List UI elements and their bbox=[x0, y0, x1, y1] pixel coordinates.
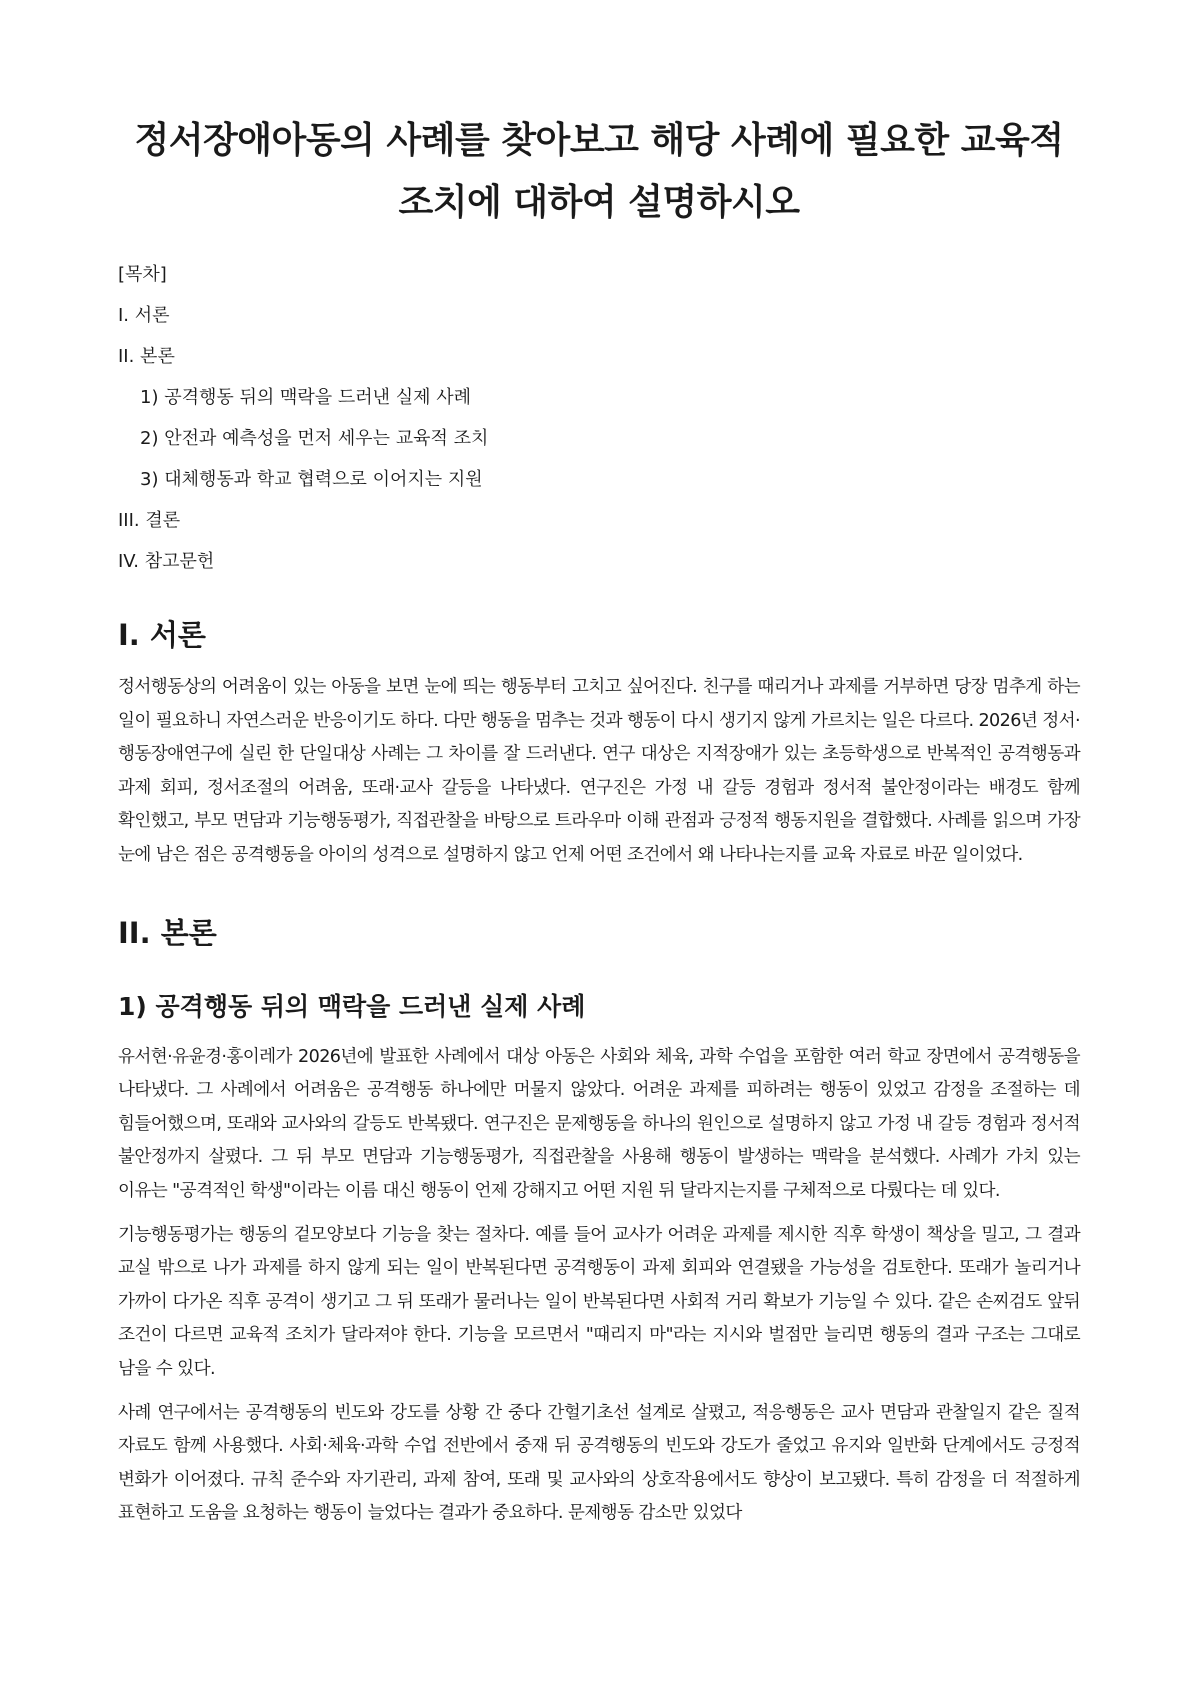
document-title: 정서장애아동의 사례를 찾아보고 해당 사례에 필요한 교육적 조치에 대하여 설명하시오 bbox=[134, 120, 1064, 223]
body-paragraph: 유서현·유윤경·홍이레가 2026년에 발표한 사례에서 대상 아동은 사회와 체육, 과학 수업을 포함한 여러 학교 장면에서 공격행동을 나타냈다. 그 사례에서 어려움은 공격행동 하나에만 머물지 않았다. 어려운 과제를 피하려는 행동이 있었고 감정을 조절하는 데 힘들어했으며, 또래와 교사와의 갈등도 반복됐다. 연구진은 문제행동을 하나의 원인으로 설명하지 않고 가정 내 갈등 경험과 정서적 불안정까지 살폈다. 그 뒤 부모 면담과 기능행동평가, 직접관찰을 사용해 행동이 발생하는 맥락을 분석했다. 사례가 가치 있는 이유는 "공격적인 학생"이라는 이름 대신 행동이 언제 강해지고 어떤 지원 뒤 달라지는지를 구체적으로 다뤘다는 데 있다. bbox=[118, 1046, 1080, 1201]
intro-paragraph: 정서행동상의 어려움이 있는 아동을 보면 눈에 띄는 행동부터 고치고 싶어진다. 친구를 때리거나 과제를 거부하면 당장 멈추게 하는 일이 필요하니 자연스러운 반응이기도 하다. 다만 행동을 멈추는 것과 행동이 다시 생기지 않게 가르치는 일은 다르다. 2026년 정서·행동장애연구에 실린 한 단일대상 사례는 그 차이를 잘 드러낸다. 연구 대상은 지적장애가 있는 초등학생으로 반복적인 공격행동과 과제 회피, 정서조절의 어려움, 또래·교사 갈등을 나타냈다. 연구진은 가정 내 갈등 경험과 정서적 불안정이라는 배경도 함께 확인했고, 부모 면담과 기능행동평가, 직접관찰을 바탕으로 트라우마 이해 관점과 긍정적 행동지원을 결합했다. 사례를 읽으며 가장 눈에 남은 점은 공격행동을 아이의 성격으로 설명하지 않고 언제 어떤 조건에서 왜 나타나는지를 교육 자료로 바꾼 일이었다. bbox=[118, 677, 1081, 865]
toc-item: I. 서론 bbox=[118, 305, 170, 326]
toc-subitem: 1) 공격행동 뒤의 맥락을 드러낸 실제 사례 bbox=[140, 387, 472, 408]
subsection-heading: 1) 공격행동 뒤의 맥락을 드러낸 실제 사례 bbox=[118, 991, 586, 1021]
document-page bbox=[118, 110, 1080, 1541]
body-paragraph: 사례 연구에서는 공격행동의 빈도와 강도를 상황 간 중다 간헐기초선 설계로 살폈고, 적응행동은 교사 면담과 관찰일지 같은 질적 자료도 함께 사용했다. 사회·체육·과학 수업 전반에서 중재 뒤 공격행동의 빈도와 강도가 줄었고 유지와 일반화 단계에서도 긍정적 변화가 이어졌다. 규칙 준수와 자기관리, 과제 참여, 또래 및 교사와의 상호작용에서도 향상이 보고됐다. 특히 감정을 더 적절하게 표현하고 도움을 요청하는 행동이 늘었다는 결과가 중요하다. 문제행동 감소만 있었다 bbox=[118, 1402, 1080, 1524]
intro-heading: I. 서론 bbox=[118, 618, 206, 652]
body-paragraph: 기능행동평가는 행동의 겉모양보다 기능을 찾는 절차다. 예를 들어 교사가 어려운 과제를 제시한 직후 학생이 책상을 밀고, 그 결과 교실 밖으로 나가 과제를 하지 않게 되는 일이 반복된다면 공격행동이 과제 회피와 연결됐을 가능성을 검토한다. 또래가 놀리거나 가까이 다가온 직후 공격이 생기고 그 뒤 또래가 물러나는 일이 반복된다면 사회적 거리 확보가 기능일 수 있다. 같은 손찌검도 앞뒤 조건이 다르면 교육적 조치가 달라져야 한다. 기능을 모르면서 "때리지 마"라는 지시와 벌점만 늘리면 행동의 결과 구조는 그대로 남을 수 있다. bbox=[118, 1224, 1080, 1379]
toc-subitem: 3) 대체행동과 학교 협력으로 이어지는 지원 bbox=[140, 469, 483, 490]
body-heading: II. 본론 bbox=[118, 915, 217, 950]
toc-label: [목차] bbox=[118, 264, 167, 285]
toc-item: IV. 참고문헌 bbox=[118, 551, 215, 572]
toc-item: II. 본론 bbox=[118, 346, 175, 367]
table-of-contents bbox=[118, 262, 1080, 575]
toc-item: III. 결론 bbox=[118, 510, 181, 531]
toc-subitem: 2) 안전과 예측성을 먼저 세우는 교육적 조치 bbox=[140, 428, 489, 449]
